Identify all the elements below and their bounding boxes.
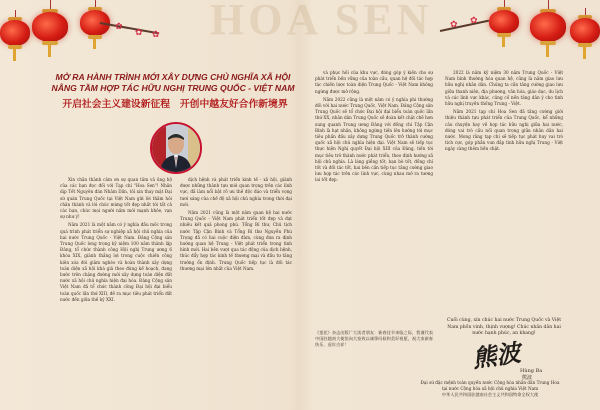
lantern-right-2 bbox=[570, 8, 600, 64]
title-line-1: Đại sứ đặc mệnh toàn quyền nước Cộng hòa nhân dân Trung Hoa bbox=[420, 380, 560, 385]
title-chinese: 中华人民共和国驻越南社会主义共和国特命全权大使 bbox=[441, 392, 539, 397]
paragraph: và phục hồi của khu vực, đóng góp ý kiến cho sự phát triển bền vững của toàn cầu, quan hệ đối tác hợp tác chiến lược toàn diện Trung Quốc - Việt Nam không ngừng được mở rộng. bbox=[315, 70, 433, 94]
plum-blossom-icon: ✿ bbox=[470, 16, 478, 26]
article-headline bbox=[48, 72, 298, 94]
ambassador-title bbox=[395, 380, 585, 398]
ambassador-portrait bbox=[150, 122, 202, 174]
ambassador-signature: 熊波 bbox=[470, 337, 523, 374]
lantern-right-3 bbox=[488, 0, 520, 50]
paragraph: 2022 là năm kỷ niệm 30 năm Trung Quốc - Việt Nam bình thường hóa quan hệ, cũng là năm giao lưu hữu nghị nhân dân. Chúng ta cần tăng cường giao lưu giữa thanh niên, địa phương, văn hóa, giáo dục, du lịch và các lĩnh vực khác, củng cố nền tảng dân ý cho tình hữu nghị truyền thống Trung - Việt. bbox=[445, 70, 563, 107]
plum-blossom-icon: ✿ bbox=[115, 22, 123, 32]
lantern-left-2 bbox=[0, 10, 30, 70]
plum-branch-right bbox=[440, 20, 489, 32]
lantern-right-1 bbox=[528, 0, 568, 60]
plum-blossom-icon: ✿ bbox=[152, 30, 160, 40]
article-column-1 bbox=[60, 177, 172, 402]
article-column-3 bbox=[315, 70, 433, 332]
paragraph: Năm 2021 là một năm có ý nghĩa đầu mốc trong quá trình phát triển sự nghiệp xã hội chủ nghĩa của hai nước Trung Quốc - Việt Nam. Đảng Cộng sản Trung Quốc long trọng kỷ niệm 100 năm thành lập Đảng, tổ chức thành công Hội nghị Trung ương 6 khóa XIX, giành thắng lợi trong cuộc chiến công kiên xóa đói giảm nghèo và hoàn thành xây dựng toàn diện xã hội khá giả theo đúng kế hoạch, đang bước trên chặng đường mới xây dựng toàn diện đất nước xã hội chủ nghĩa hiện đại hóa. Đảng Cộng sản Việt Nam đã tổ chức thành công Đại hội đại biểu toàn quốc lần thứ XIII, đề ra mục tiêu phát triển đất nước đến giữa thế kỷ XXI. bbox=[60, 222, 172, 302]
closing-wish: Cuối cùng, xin chúc hai nước Trung Quốc và Việt Nam phồn vinh, thịnh vượng! Chúc nhân dân hai nước hạnh phúc, an khang! bbox=[446, 318, 562, 336]
plum-blossom-icon: ✿ bbox=[135, 28, 143, 38]
plum-blossom-icon: ✿ bbox=[450, 20, 458, 30]
lantern-left-1 bbox=[30, 0, 70, 60]
paragraph: Xin chân thành cảm ơn sự quan tâm và ủng hộ của các bạn đọc đối với Tạp chí "Hoa Sen"! Nhân dịp Tết Nguyên đán Nhâm Dần, tôi xin thay mặt Đại sứ quán Trung Quốc tại Việt Nam gửi lời thăm hỏi chân thành và lời chúc mừng tốt đẹp nhất tới tất cả các bạn, chúc mọi người năm mới mạnh khỏe, vạn sự như ý! bbox=[60, 177, 172, 220]
article-column-4 bbox=[445, 70, 563, 332]
paragraph: Năm 2021 cũng là một năm quan hệ hai nước Trung Quốc - Việt Nam phát triển tốt đẹp và đạt nhiều kết quả phong phú. Tổng Bí thư, Chủ tịch nước Tập Cận Bình và Tổng Bí thư Nguyễn Phú Trọng đã có hai cuộc điện đàm, cùng đưa ra định hướng quan hệ Trung - Việt phát triển trong tình hình mới. Hai bên vượt qua tác động của dịch bệnh, thúc đẩy hợp tác kinh tế thương mại và đầu tư tăng trưởng ổn định. Trung Quốc tiếp tục là đối tác thương mại lớn nhất của Việt Nam. bbox=[180, 210, 292, 271]
paragraph: Năm 2021 tạp chí Hoa Sen đã tăng cường giới thiệu thành tựu phát triển của Trung Quốc, kể những câu chuyện hay về hợp tác hữu nghị giữa hai nước, đóng vai trò cầu nối quan trọng giữa nhân dân hai nước. Mong rằng tạp chí sẽ tiếp tục phát huy vai trò tích cực, góp phần vun đắp tình hữu nghị Trung - Việt ngày càng thêm bền chặt. bbox=[445, 109, 563, 152]
signer-name-chinese: 熊波 bbox=[522, 375, 533, 381]
chinese-note: 《莲花》杂志出版广大读者朋友：新春佳节来临之际，我谨代表中国驻越南大使馆向大家致以诚挚问候和美好祝愿，祝大家新春快乐、虎年吉祥！ bbox=[315, 330, 433, 348]
headline-chinese: 开启社会主义建设新征程 开创中越友好合作新境界 bbox=[62, 99, 288, 110]
article-column-2 bbox=[180, 177, 292, 402]
paragraph: dịch bệnh và phát triển kinh tế - xã hội, giành được những thành tựu mới quan trọng trên các lĩnh vực, đã làm nổi bật rõ ưu thế độc đáo và triển vọng tươi sáng của chế độ xã hội chủ nghĩa trong thời đại mới. bbox=[180, 177, 292, 207]
watermark: HOA SEN bbox=[210, 0, 433, 44]
title-line-2: tại nước Cộng hòa xã hội chủ nghĩa Việt Nam bbox=[441, 386, 539, 391]
headline-line-2: NÂNG TẦM HỢP TÁC HỮU NGHỊ TRUNG QUỐC - VIỆT NAM bbox=[51, 83, 295, 93]
headline-line-1: MỞ RA HÀNH TRÌNH MỚI XÂY DỰNG CHỦ NGHĨA XÃ HỘI bbox=[55, 72, 291, 82]
lantern-left-3 bbox=[78, 0, 112, 52]
paragraph: Năm 2022 cũng là một năm có ý nghĩa phi thường đối với hai nước Trung Quốc, Việt Nam. Đảng Cộng sản Trung Quốc sẽ tổ chức Đại hội đại biểu toàn quốc lần thứ XX, nhân dân Trung Quốc sẽ đoàn kết chặt chẽ hơn xung quanh Trung ương Đảng với đồng chí Tập Cận Bình là hạt nhân, không ngừng tiến lên hướng tới mục tiêu phấn đấu xây dựng Trung Quốc trở thành cường quốc xã hội chủ nghĩa hiện đại. Việt Nam sẽ tiếp tục thực hiện Nghị quyết Đại hội XIII của Đảng, tiến tới mục tiêu trở thành nước phát triển, theo định hướng xã hội chủ nghĩa. Là láng giềng tốt, bạn bè tốt, đồng chí tốt và đối tác tốt, hai bên cần tiếp tục tăng cường giao lưu hợp tác trên các lĩnh vực, cùng nhau mở ra tương lai tốt đẹp. bbox=[315, 96, 433, 183]
signer-name: Hùng Ba bbox=[520, 368, 543, 374]
portrait-image bbox=[152, 124, 200, 172]
